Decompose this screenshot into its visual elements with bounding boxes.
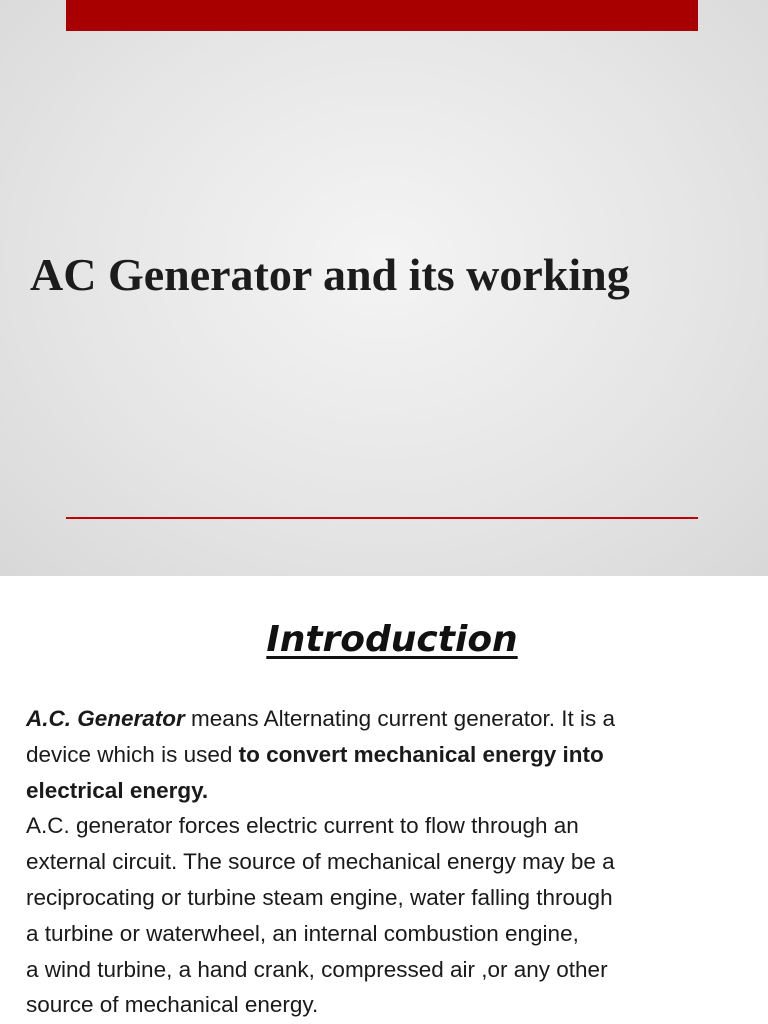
introduction-slide xyxy=(0,576,768,1024)
introduction-heading-text: Introduction xyxy=(266,619,518,660)
body-bold-segment: electrical energy. xyxy=(26,777,209,803)
introduction-heading xyxy=(0,614,768,666)
introduction-body xyxy=(26,701,762,1023)
body-line: reciprocating or turbine steam engine, water falling through xyxy=(26,884,613,910)
body-line xyxy=(26,701,762,737)
body-line: source of mechanical energy. xyxy=(26,992,319,1018)
body-line xyxy=(26,737,762,773)
divider-line xyxy=(66,517,698,519)
term-ac-generator: A.C. Generator xyxy=(26,706,185,731)
body-text-segment: means Alternating current generator. It is a xyxy=(184,706,616,731)
body-line: a wind turbine, a hand crank, compressed air ,or any other xyxy=(26,956,608,982)
body-text-segment: device which is used xyxy=(26,741,239,767)
top-accent-bar xyxy=(66,0,698,31)
body-line: a turbine or waterwheel, an internal combustion engine, xyxy=(26,920,579,946)
body-line xyxy=(26,773,762,809)
body-line: A.C. generator forces electric current to flow through an xyxy=(26,813,579,839)
body-line: external circuit. The source of mechanical energy may be a xyxy=(26,849,615,875)
body-bold-segment: to convert mechanical energy into xyxy=(238,741,604,767)
slide-title: AC Generator and its working xyxy=(30,249,630,300)
